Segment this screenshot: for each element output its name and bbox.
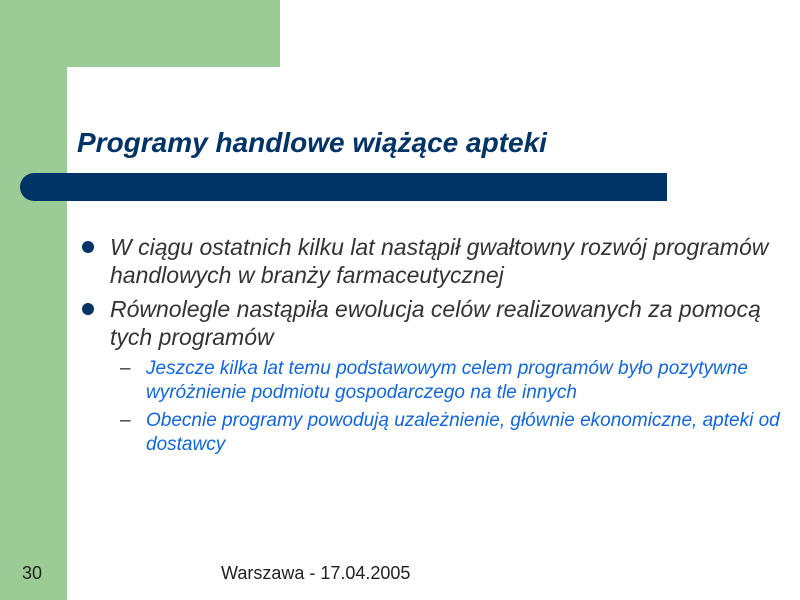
page-number: 30 [22, 563, 43, 583]
sub-bullet-item [78, 409, 788, 457]
title-underline-bar [20, 173, 667, 201]
bullet-item [78, 295, 788, 351]
top-green-band [0, 0, 280, 67]
dash-marker: – [120, 410, 131, 431]
bullet-dot-icon [82, 303, 94, 315]
bullet-dot-icon [82, 241, 94, 253]
slide-content [78, 233, 788, 461]
dash-marker: – [120, 358, 131, 379]
left-green-band [0, 0, 67, 600]
sub-bullet-item [78, 357, 788, 405]
slide-title: Programy handlowe wiążące apteki [77, 127, 547, 158]
bullet-text: W ciągu ostatnich kilku lat nastąpił gwałtowny rozwój programów handlowych w branży farmaceutycznej [110, 234, 769, 288]
sub-bullet-text: Jeszcze kilka lat temu podstawowym celem programów było pozytywne wyróżnienie podmiotu gospodarczego na tle innych [146, 358, 748, 403]
sub-bullet-text: Obecnie programy powodują uzależnienie, głównie ekonomiczne, apteki od dostawcy [146, 410, 780, 455]
footer-text: Warszawa - 17.04.2005 [221, 563, 411, 583]
bullet-text: Równolegle nastąpiła ewolucja celów realizowanych za pomocą tych programów [110, 296, 761, 350]
bullet-item [78, 233, 788, 289]
